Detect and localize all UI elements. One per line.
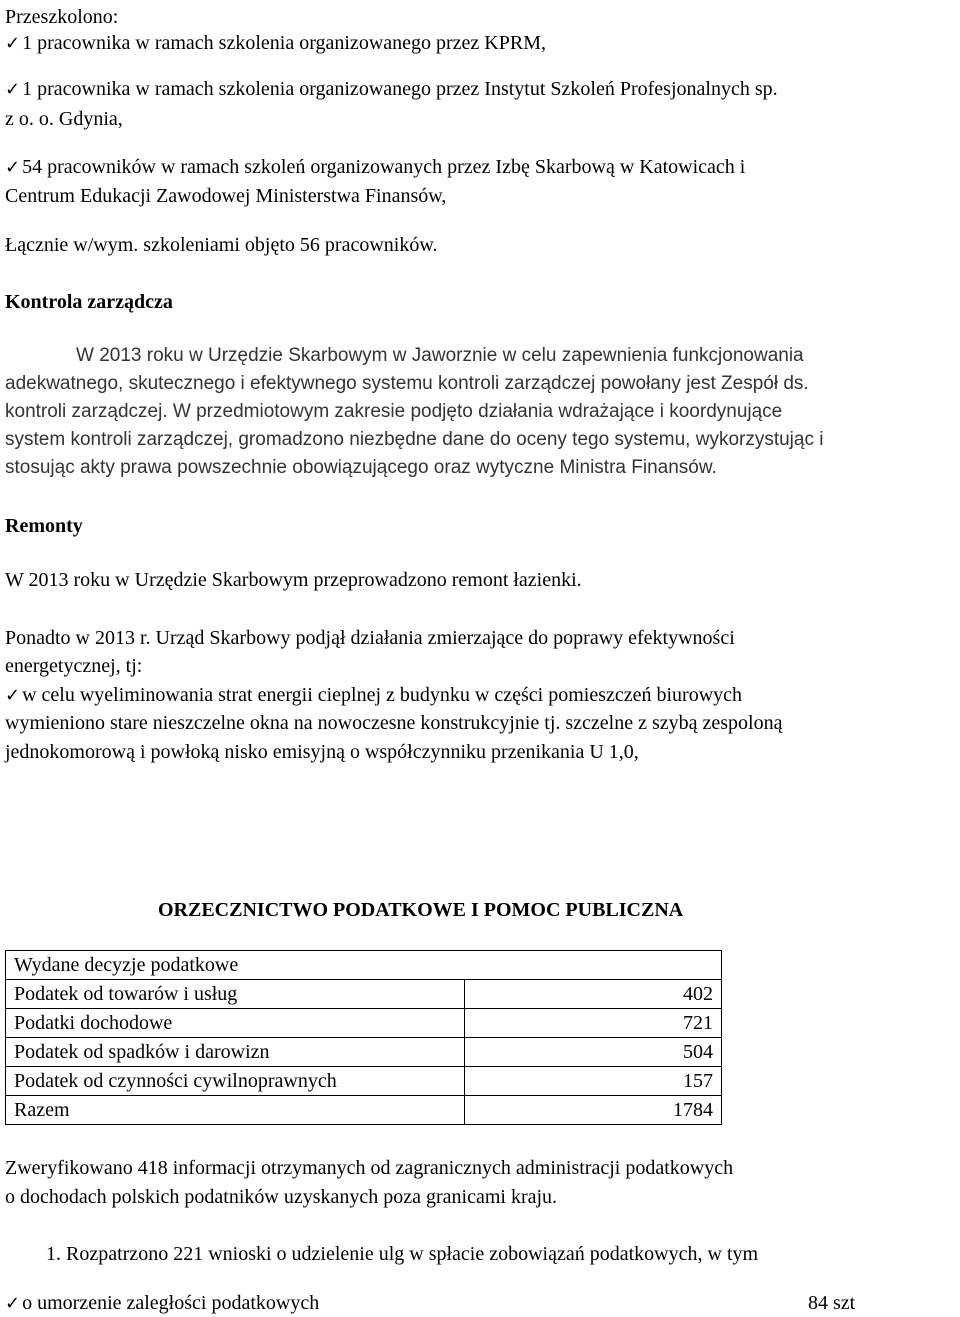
control-line-1: W 2013 roku w Urzędzie Skarbowym w Jaworznie w celu zapewnienia funkcjonowania [76, 345, 804, 366]
control-line-5: stosując akty prawa powszechnie obowiązującego oraz wytyczne Ministra Finansów. [5, 457, 717, 478]
trained-heading: Przeszkolono: [5, 6, 119, 28]
checkmark-icon: ✓ [5, 157, 21, 178]
repairs-bullet [5, 683, 742, 708]
writeoff-value: 84 szt [808, 1292, 856, 1314]
table-row [6, 1038, 722, 1067]
row-label: Podatek od spadków i darowizn [6, 1038, 465, 1067]
verified-line-1: Zweryfikowano 418 informacji otrzymanych od zagranicznych administracji podatkowych [5, 1157, 734, 1179]
trained-item-2 [5, 77, 778, 102]
trained-item-2-cont: z o. o. Gdynia, [5, 108, 123, 130]
checkmark-icon: ✓ [5, 685, 21, 706]
table-row [6, 980, 722, 1009]
checkmark-icon: ✓ [5, 1293, 21, 1314]
trained-item-3-text: 54 pracowników w ramach szkoleń organizowanych przez Izbę Skarbową w Katowicach i [22, 156, 746, 178]
control-line-3: kontroli zarządczej. W przedmiotowym zakresie podjęto działania wdrażające i koordynujące [5, 401, 783, 422]
repairs-para-line-1: Ponadto w 2013 r. Urząd Skarbowy podjął działania zmierzające do poprawy efektywności [5, 627, 735, 649]
table-row [6, 1096, 722, 1125]
trained-total: Łącznie w/wym. szkoleniami objęto 56 pracowników. [5, 234, 438, 256]
tax-decisions-table [5, 950, 722, 1125]
repairs-line-1: W 2013 roku w Urzędzie Skarbowym przeprowadzono remont łazienki. [5, 569, 582, 591]
trained-item-3-cont: Centrum Edukacji Zawodowej Ministerstwa Finansów, [5, 185, 447, 207]
control-line-4: system kontroli zarządczej, gromadzono niezbędne dane do oceny tego systemu, wykorzystując i [5, 429, 824, 450]
table-header: Wydane decyzje podatkowe [6, 951, 722, 980]
table-row [6, 1067, 722, 1096]
control-heading: Kontrola zarządcza [5, 291, 173, 313]
row-value: 721 [465, 1009, 722, 1038]
row-label: Podatek od towarów i usług [6, 980, 465, 1009]
trained-item-1 [5, 31, 546, 56]
checkmark-icon: ✓ [5, 33, 21, 54]
repairs-bullet-line-2: wymieniono stare nieszczelne okna na nowoczesne konstrukcyjnie tj. szczelne z szybą zespoloną [5, 712, 783, 734]
row-value: 402 [465, 980, 722, 1009]
trained-item-3 [5, 155, 745, 180]
control-line-2: adekwatnego, skutecznego i efektywnego systemu kontroli zarządczej powołany jest Zespół ds. [5, 373, 809, 394]
repairs-para-line-2: energetycznej, tj: [5, 655, 143, 677]
section-title: ORZECZNICTWO PODATKOWE I POMOC PUBLICZNA [158, 899, 684, 921]
row-label: Razem [6, 1096, 465, 1125]
repairs-heading: Remonty [5, 515, 83, 537]
row-value: 157 [465, 1067, 722, 1096]
repairs-bullet-line-3: jednokomorową i powłoką nisko emisyjną o współczynniku przenikania U 1,0, [5, 741, 639, 763]
table-row [6, 1009, 722, 1038]
trained-item-1-text: 1 pracownika w ramach szkolenia organizowanego przez KPRM, [22, 32, 546, 54]
writeoff-label: o umorzenie zaległości podatkowych [22, 1292, 320, 1314]
trained-item-2-text: 1 pracownika w ramach szkolenia organizowanego przez Instytut Szkoleń Profesjonalnych sp. [22, 78, 778, 100]
row-value: 1784 [465, 1096, 722, 1125]
row-value: 504 [465, 1038, 722, 1067]
writeoff-item [5, 1291, 319, 1316]
verified-line-2: o dochodach polskich podatników uzyskanych poza granicami kraju. [5, 1186, 558, 1208]
table-header-row [6, 951, 722, 980]
numbered-item-1: 1. Rozpatrzono 221 wnioski o udzielenie ulg w spłacie zobowiązań podatkowych, w tym [46, 1243, 759, 1265]
checkmark-icon: ✓ [5, 79, 21, 100]
row-label: Podatek od czynności cywilnoprawnych [6, 1067, 465, 1096]
repairs-bullet-text: w celu wyeliminowania strat energii cieplnej z budynku w części pomieszczeń biurowych [22, 684, 743, 706]
row-label: Podatki dochodowe [6, 1009, 465, 1038]
